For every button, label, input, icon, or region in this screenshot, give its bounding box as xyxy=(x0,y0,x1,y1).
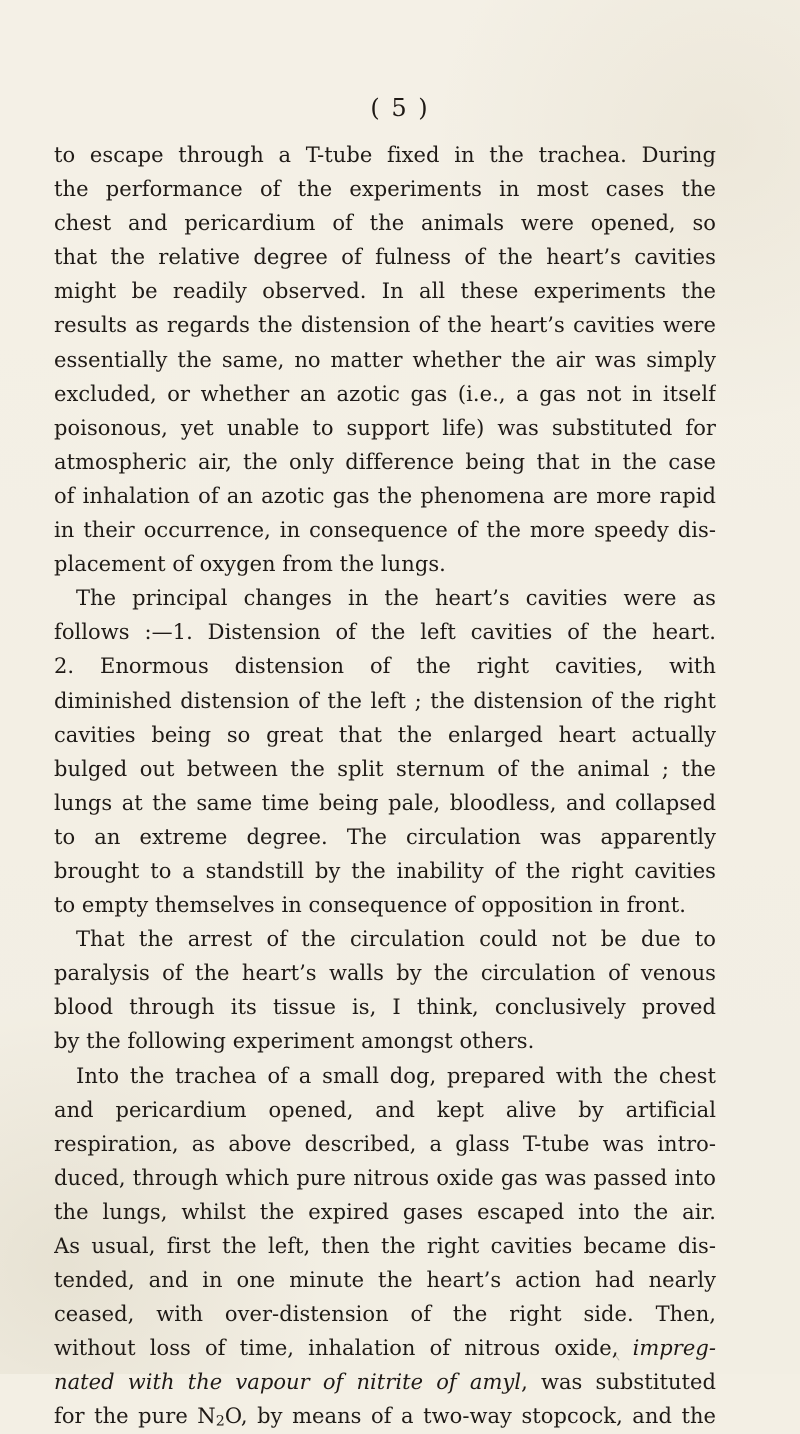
text-line: duced, through which pure nitrous oxide gas was passed into xyxy=(54,1165,716,1190)
text-line: bulged out between the split sternum of the animal ; the xyxy=(54,756,716,781)
text-line: chest and pericardium of the animals were opened, so xyxy=(54,211,716,236)
text-line: paralysis of the heart’s walls by the circulation of venous xyxy=(54,961,716,986)
text-line: lungs at the same time being pale, bloodless, and collapsed xyxy=(54,790,716,815)
page-number: ( 5 ) xyxy=(370,94,430,122)
text-line: of inhalation of an azotic gas the phenomena are more rapid xyxy=(54,483,716,508)
text-line: cavities being so great that the enlarged heart actually xyxy=(54,722,716,747)
subscript: 2 xyxy=(215,1414,225,1431)
text-line xyxy=(54,1399,716,1433)
text-line: poisonous, yet unable to support life) was substituted for xyxy=(54,415,716,440)
text-line xyxy=(54,1331,716,1365)
italic-segment: nated with the vapour of nitrite of amyl xyxy=(54,1370,522,1395)
text-line: placement of oxygen from the lungs. xyxy=(54,552,446,577)
text-line: That the arrest of the circulation could not be due to xyxy=(76,927,716,952)
text-segment: for the pure N xyxy=(54,1404,216,1429)
text-line: to escape through a T-tube fixed in the trachea. During xyxy=(54,143,716,167)
text-line: blood through its tissue is, I think, conclusively proved xyxy=(54,995,716,1020)
text-line xyxy=(54,1365,716,1399)
text-line: that the relative degree of fulness of the heart’s cavities xyxy=(54,245,716,270)
text-line: The principal changes in the heart’s cavities were as xyxy=(76,586,716,611)
text-line: the lungs, whilst the expired gases escaped into the air. xyxy=(54,1199,716,1224)
text-line: and pericardium opened, and kept alive by artificial xyxy=(54,1097,716,1122)
text-line: Into the trachea of a small dog, prepared with the chest xyxy=(76,1063,716,1088)
italic-segment: impreg- xyxy=(632,1336,716,1361)
text-line: in their occurrence, in consequence of the more speedy dis- xyxy=(54,518,716,543)
text-segment: O, by means of a two-way stopcock, and the xyxy=(224,1404,716,1429)
text-segment: without loss of time, inhalation of nitrous oxide, xyxy=(54,1336,619,1361)
text-line: by the following experiment amongst others. xyxy=(54,1029,535,1054)
text-line: to an extreme degree. The circulation was apparently xyxy=(54,824,716,849)
text-line: respiration, as above described, a glass T-tube was intro- xyxy=(54,1131,716,1156)
text-line: essentially the same, no matter whether the air was simply xyxy=(54,347,716,372)
text-line: 2. Enormous distension of the right cavities, with xyxy=(54,654,716,679)
text-line: to empty themselves in consequence of opposition in front. xyxy=(54,893,686,918)
text-line: excluded, or whether an azotic gas (i.e., a gas not in itself xyxy=(54,381,716,406)
text-line: follows :—1. Distension of the left cavities of the heart. xyxy=(54,620,716,645)
body-text xyxy=(54,138,716,1434)
text-line: the performance of the experiments in most cases the xyxy=(54,177,716,202)
text-line: As usual, first the left, then the right cavities became dis- xyxy=(54,1234,716,1258)
text-line: brought to a standstill by the inability of the right cavities xyxy=(54,858,716,883)
text-segment: , was substituted xyxy=(521,1370,716,1395)
text-line: tended, and in one minute the heart’s action had nearly xyxy=(54,1268,716,1293)
text-line: atmospheric air, the only difference being that in the case xyxy=(54,449,716,474)
text-line: results as regards the distension of the heart’s cavities were xyxy=(54,313,716,338)
text-line: might be readily observed. In all these experiments the xyxy=(54,279,716,304)
text-line: diminished distension of the left ; the distension of the right xyxy=(54,688,716,713)
text-line: ceased, with over-distension of the right side. Then, xyxy=(54,1302,716,1327)
